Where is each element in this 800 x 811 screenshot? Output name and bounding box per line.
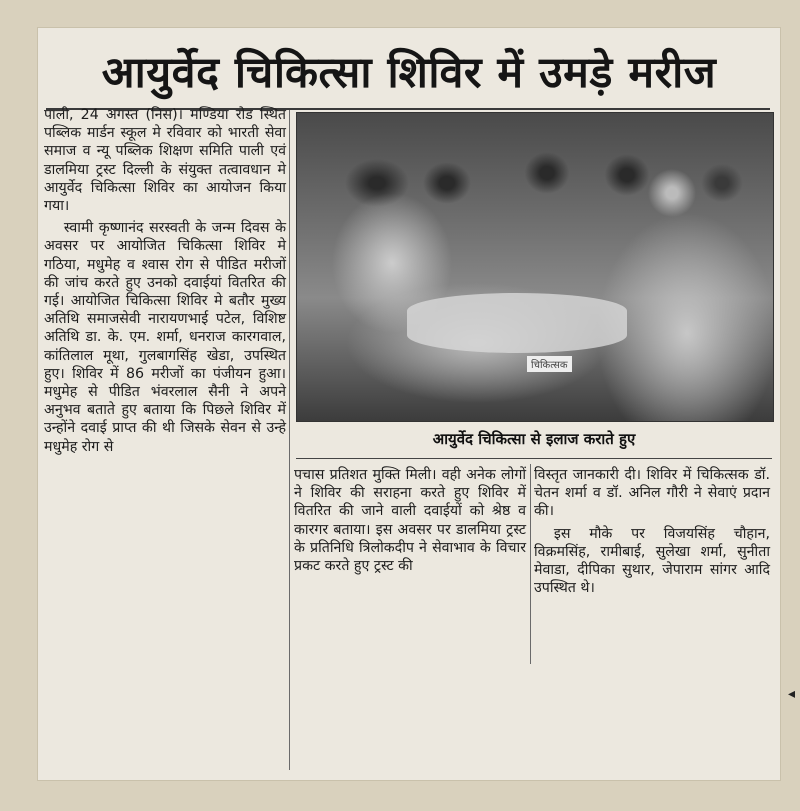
newspaper-clipping <box>38 28 796 780</box>
paragraph: पचास प्रतिशत मुक्ति मिली। वही अनेक लोगों ने शिविर की सराहना करते हुए शिविर में वितरित की जाने वाली दवाईयों को श्रेष्ठ व कारगर बताया। इस अवसर पर डालमिया ट्रस्ट के प्रतिनिधि त्रिलोकदीप ने सेवाभाव के विचार प्रकट करते हुए ट्रस्ट की <box>294 467 526 575</box>
article-column-2 <box>294 466 526 579</box>
end-mark: ◂ <box>788 686 796 702</box>
article-column-3 <box>534 466 770 601</box>
paragraph: पाली, 24 अगस्त (निस)। मण्डिया रोड स्थित पब्लिक मार्डन स्कूल मे रविवार को भारती सेवा समाज व न्यू पब्लिक शिक्षण समिति पाली एवं डालमिया ट्रस्ट दिल्ली के संयुक्त तत्वावधान मे आयुर्वेद चिकित्सा शिविर का आयोजन किया गया। <box>44 107 286 215</box>
caption-divider <box>296 458 772 459</box>
photo-caption: आयुर्वेद चिकित्सा से इलाज कराते हुए <box>432 430 636 448</box>
paragraph: विस्तृत जानकारी दी। शिविर में चिकित्सक डॉ. चेतन शर्मा व डॉ. अनिल गौरी ने सेवाएं प्रदान की। <box>534 467 770 520</box>
article-column-1 <box>44 106 286 460</box>
news-photo <box>296 112 774 422</box>
photo-table <box>407 293 627 353</box>
paragraph: इस मौके पर विजयसिंह चौहान, विक्रमसिंह, रामीबाई, सुलेखा शर्मा, सुनीता मेवाडा, दीपिका सुथार, जेपाराम सांगर आदि उपस्थित थे। <box>534 525 770 597</box>
photo-sign: चिकित्सक <box>527 356 572 372</box>
paragraph: स्वामी कृष्णानंद सरस्वती के जन्म दिवस के अवसर पर आयोजित चिकित्सा शिविर मे गठिया, मधुमेह व श्वास रोग से पीडित मरीजों की जांच करते हुए उनको दवाईयां वितरित की गई। आयोजित चिकित्सा शिविर मे बतौर मुख्य अतिथि समाजसेवी नारायणभाई पटेल, विशिष्ट अतिथि डा. के. एम. शर्मा, धनराज कारगवाल, कांतिलाल मूथा, गुलबागसिंह खेडा, उपस्थित हुए। शिविर में 86 मरीजों का पंजीयन हुआ। मधुमेह से पीडित भंवरलाल सैनी ने अपने अनुभव बताते हुए बताया कि पिछले शिविर में उन्होंने दवाई प्राप्त की थी जिसके सेवन से उन्हे मधुमेह रोग से <box>44 220 286 455</box>
headline: आयुर्वेद चिकित्सा शिविर में उमड़े मरीज <box>101 48 717 98</box>
column-divider <box>530 464 531 664</box>
column-divider <box>289 110 290 770</box>
